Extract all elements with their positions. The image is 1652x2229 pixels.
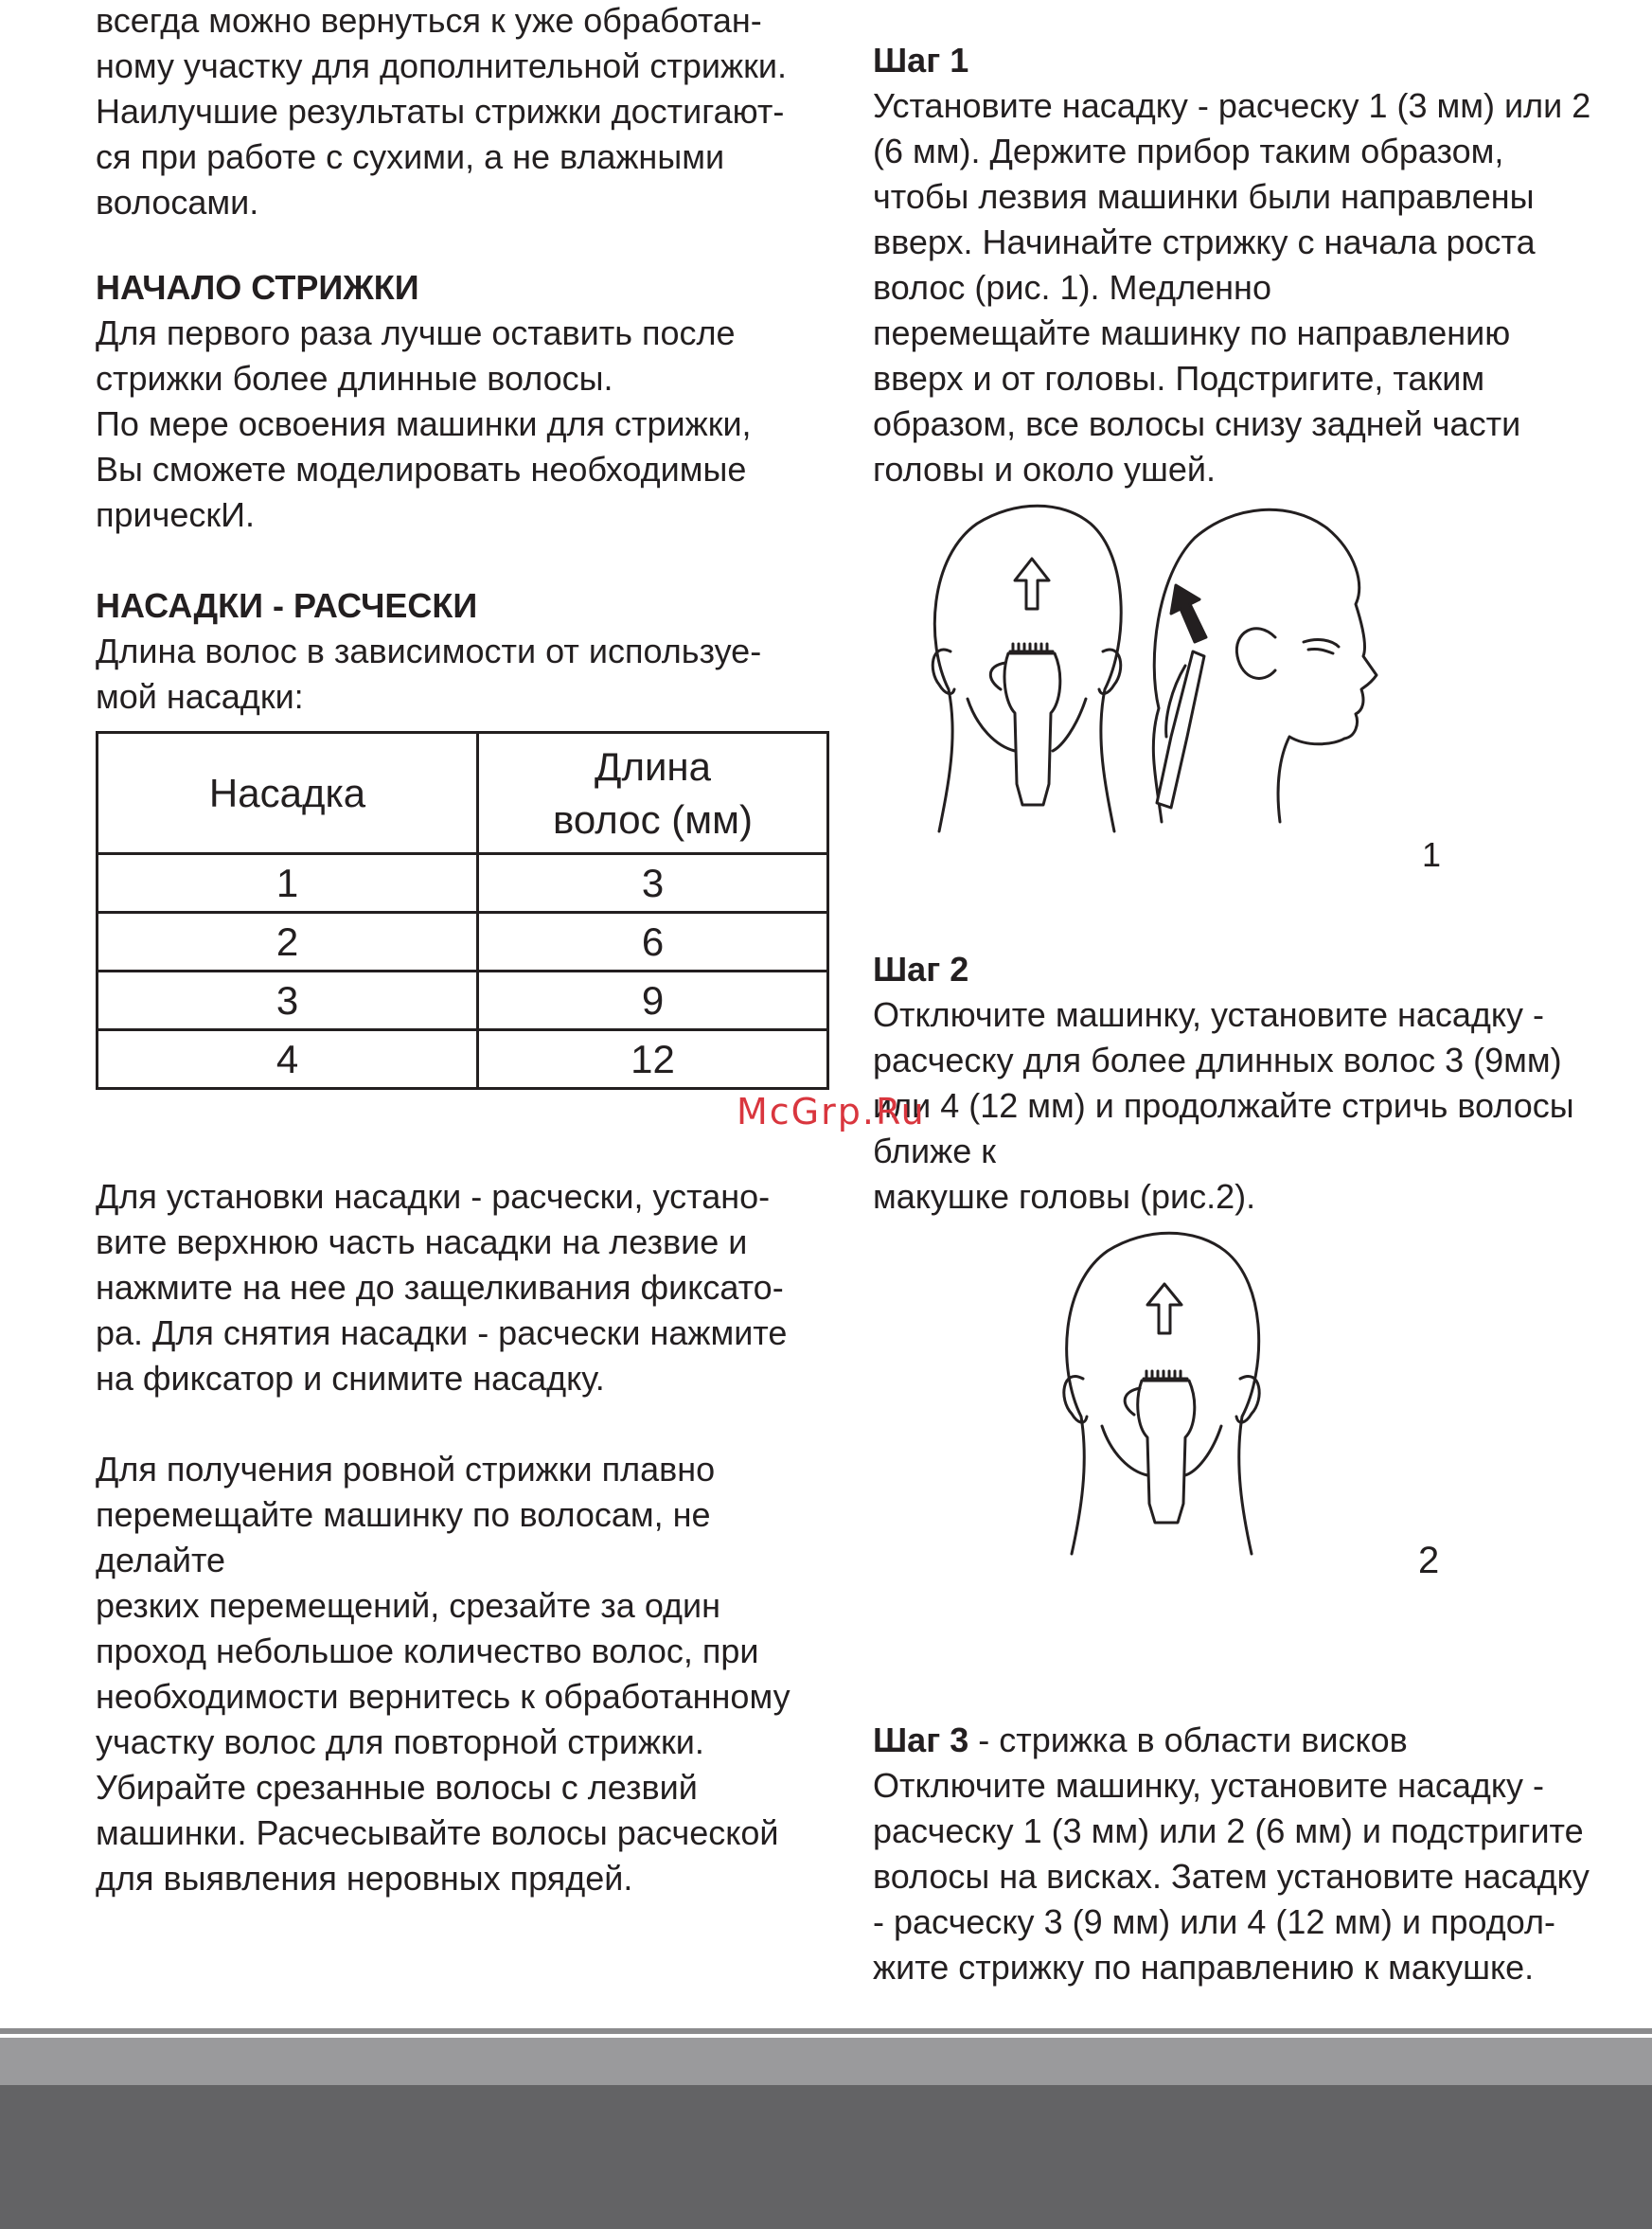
table-cell-length: 9 [478, 972, 828, 1030]
footer-divider [0, 2028, 1652, 2034]
step3-subtitle: - стрижка в области висков [968, 1721, 1408, 1759]
smooth-cut-paragraph: Для получения ровной стрижки плавно перемещайте машинку по волосам, не делайте резких перемещений, срезайте за один проход небольшое количество волос, при необходимости вернитесь к обработанному участку волос для повторной стрижки. Убирайте срезанные волосы с лезвий машинки. Расчесывайте волосы расческой для выявления неровных прядей. [96, 1450, 790, 1898]
step1-title: Шаг 1 [873, 41, 969, 80]
table-row [98, 913, 828, 972]
table-row [98, 1030, 828, 1089]
start-section-title: НАЧАЛО СТРИЖКИ [96, 268, 419, 307]
step1-text: Установите насадку - расческу 1 (3 мм) или 2 (6 мм). Держите прибор таким образом, чтобы лезвия машинки были направлены вверх. Начинайте стрижку с начала роста волос (рис. 1). Медленно перемещайте машинку по направлению вверх и от головы. Подстригите, таким образом, все волосы снизу задней части головы и около ушей. [873, 86, 1591, 489]
table-row [98, 972, 828, 1030]
figure-2-number: 2 [1418, 1540, 1440, 1581]
profile-ear [1236, 629, 1275, 679]
clipper-back-view [990, 644, 1059, 805]
figure-2-illustration [1043, 1227, 1289, 1568]
table-header-length: Длина волос (мм) [478, 733, 828, 854]
arrow-up-icon [1015, 559, 1049, 609]
arrow-curved-icon [1171, 585, 1206, 642]
table-cell-length: 3 [478, 854, 828, 913]
back-head-right-ear [1099, 650, 1121, 694]
arrow-up-icon [1147, 1284, 1181, 1333]
profile-head-outline [1153, 509, 1377, 822]
table-header-nozzle: Насадка [98, 733, 478, 854]
nozzle-section-title: НАСАДКИ - РАСЧЕСКИ [96, 586, 478, 625]
clipper-side-view [1157, 651, 1204, 808]
watermark-link[interactable]: McGrp.Ru [737, 1091, 926, 1132]
figure-1-number: 1 [1422, 835, 1442, 874]
nozzle-length-table [96, 731, 829, 1090]
nozzle-section-text: Длина волос в зависимости от используе- мой насадки: [96, 632, 762, 716]
table-cell-length: 6 [478, 913, 828, 972]
table-cell-nozzle: 4 [98, 1030, 478, 1089]
step3-text: Отключите машинку, установите насадку - расческу 1 (3 мм) или 2 (6 мм) и подстригите волосы на висках. Затем установите насадку - расческу 3 (9 мм) или 4 (12 мм) и продол- жите стрижку по направлению к макушке. [873, 1766, 1590, 1987]
back-head-left-ear [933, 650, 954, 694]
table-cell-nozzle: 2 [98, 913, 478, 972]
intro-paragraph: всегда можно вернуться к уже обработан- ному участку для дополнительной стрижки. Наилучшие результаты стрижки достигают- ся при работе с сухими, а не влажными волосами. [96, 1, 787, 222]
footer-band-dark [0, 2085, 1652, 2229]
clipper-back-view [1125, 1371, 1195, 1523]
table-cell-length: 12 [478, 1030, 828, 1089]
table-cell-nozzle: 3 [98, 972, 478, 1030]
footer-band-light [0, 2038, 1652, 2085]
step3-title: Шаг 3 [873, 1721, 969, 1759]
table-header-row [98, 733, 828, 854]
table-cell-nozzle: 1 [98, 854, 478, 913]
step2-text: Отключите машинку, установите насадку - расческу для более длинных волос 3 (9мм) или 4 (12 мм) и продолжайте стричь волосы ближе к макушке головы (рис.2). [873, 995, 1574, 1216]
install-paragraph: Для установки насадки - расчески, устано- вите верхнюю часть насадки на лезвие и нажмите на нее до защелкивания фиксато- ра. Для снятия насадки - расчески нажмите на фиксатор и снимите насадку. [96, 1177, 788, 1398]
figure-1-illustration [911, 500, 1441, 860]
back-head-right-ear [1236, 1376, 1259, 1422]
step3-block [873, 1672, 1590, 1990]
start-section-text: Для первого раза лучше оставить после стрижки более длинные волосы. По мере освоения машинки для стрижки, Вы сможете моделировать необходимые прическИ. [96, 313, 752, 534]
step2-title: Шаг 2 [873, 950, 969, 989]
table-row [98, 854, 828, 913]
